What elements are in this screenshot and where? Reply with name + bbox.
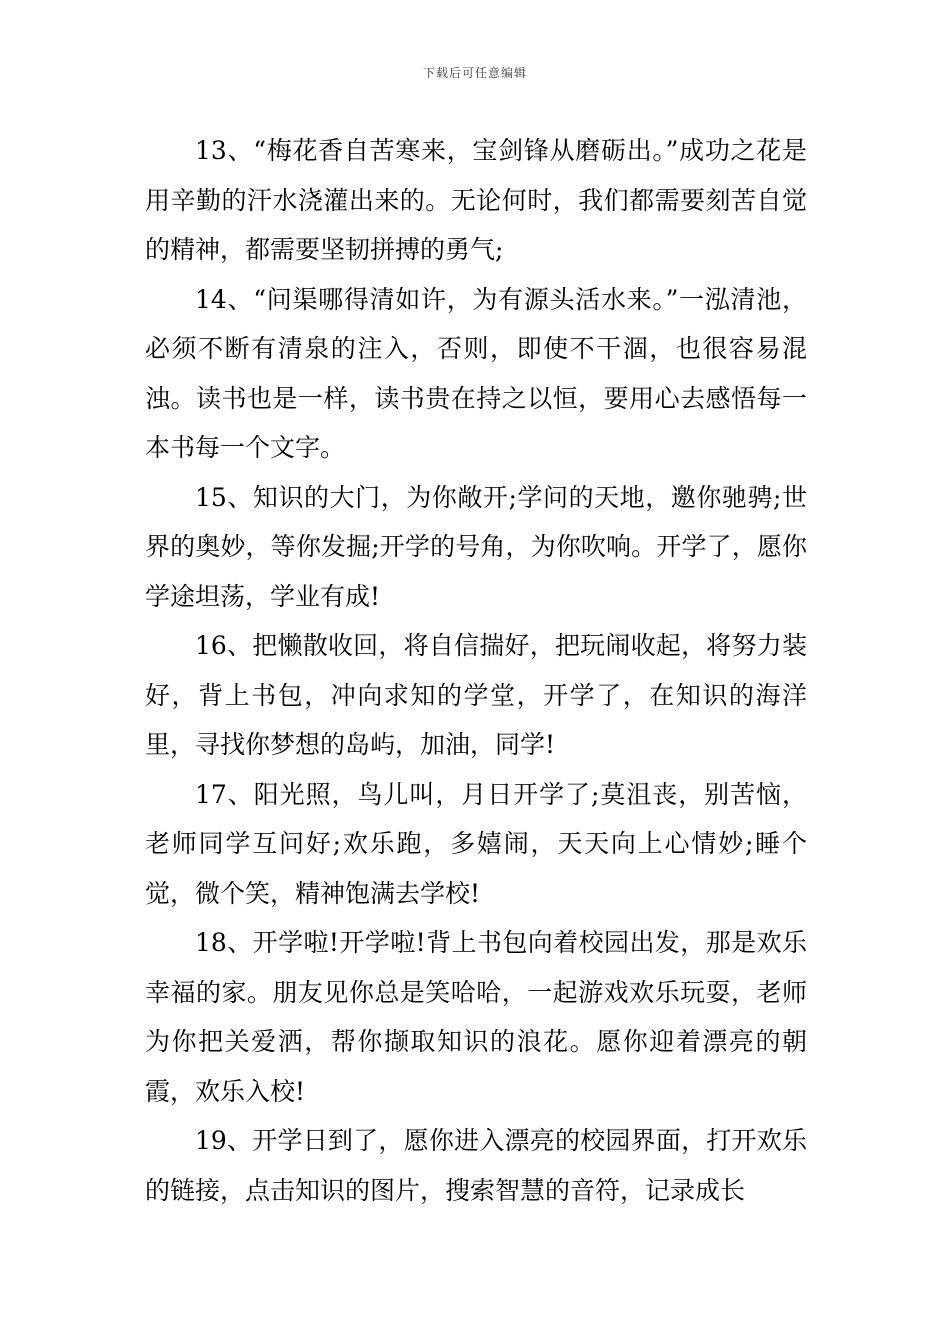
paragraph-13: 13、“梅花香自苦寒来，宝剑锋从磨砺出。”成功之花是用辛勤的汗水浇灌出来的。无论何时，我们都需要刻苦自觉的精神，都需要坚韧拼搏的勇气; xyxy=(145,136,807,264)
paragraph-14: 14、“问渠哪得清如许，为有源头活水来。”一泓清池，必须不断有清泉的注入，否则，即使不干涸，也很容易混浊。读书也是一样，读书贵在持之以恒，要用心去感悟每一本书每一个文字。 xyxy=(145,284,807,462)
page-header-note: 下载后可任意编辑 xyxy=(422,66,527,80)
paragraph-18: 18、开学啦!开学啦!背上书包向着校园出发，那是欢乐幸福的家。朋友见你总是笑哈哈，一起游戏欢乐玩耍，老师为你把关爱洒，帮你撷取知识的浪花。愿你迎着漂亮的朝霞，欢乐入校! xyxy=(145,928,807,1106)
paragraph-16: 16、把懒散收回，将自信揣好，把玩闹收起，将努力装好，背上书包，冲向求知的学堂，开学了，在知识的海洋里，寻找你梦想的岛屿，加油，同学! xyxy=(145,631,807,759)
paragraph-15: 15、知识的大门，为你敞开;学问的天地，邀你驰骋;世界的奥妙，等你发掘;开学的号角，为你吹响。开学了，愿你学途坦荡，学业有成! xyxy=(145,482,807,611)
paragraph-19: 19、开学日到了，愿你进入漂亮的校园界面，打开欢乐的链接，点击知识的图片，搜索智慧的音符，记录成长 xyxy=(145,1126,807,1205)
paragraph-17: 17、阳光照，鸟儿叫，月日开学了;莫沮丧，别苦恼，老师同学互问好;欢乐跑，多嬉闹，天天向上心情妙;睡个觉，微个笑，精神饱满去学校! xyxy=(145,779,807,908)
document-body xyxy=(145,126,807,1215)
